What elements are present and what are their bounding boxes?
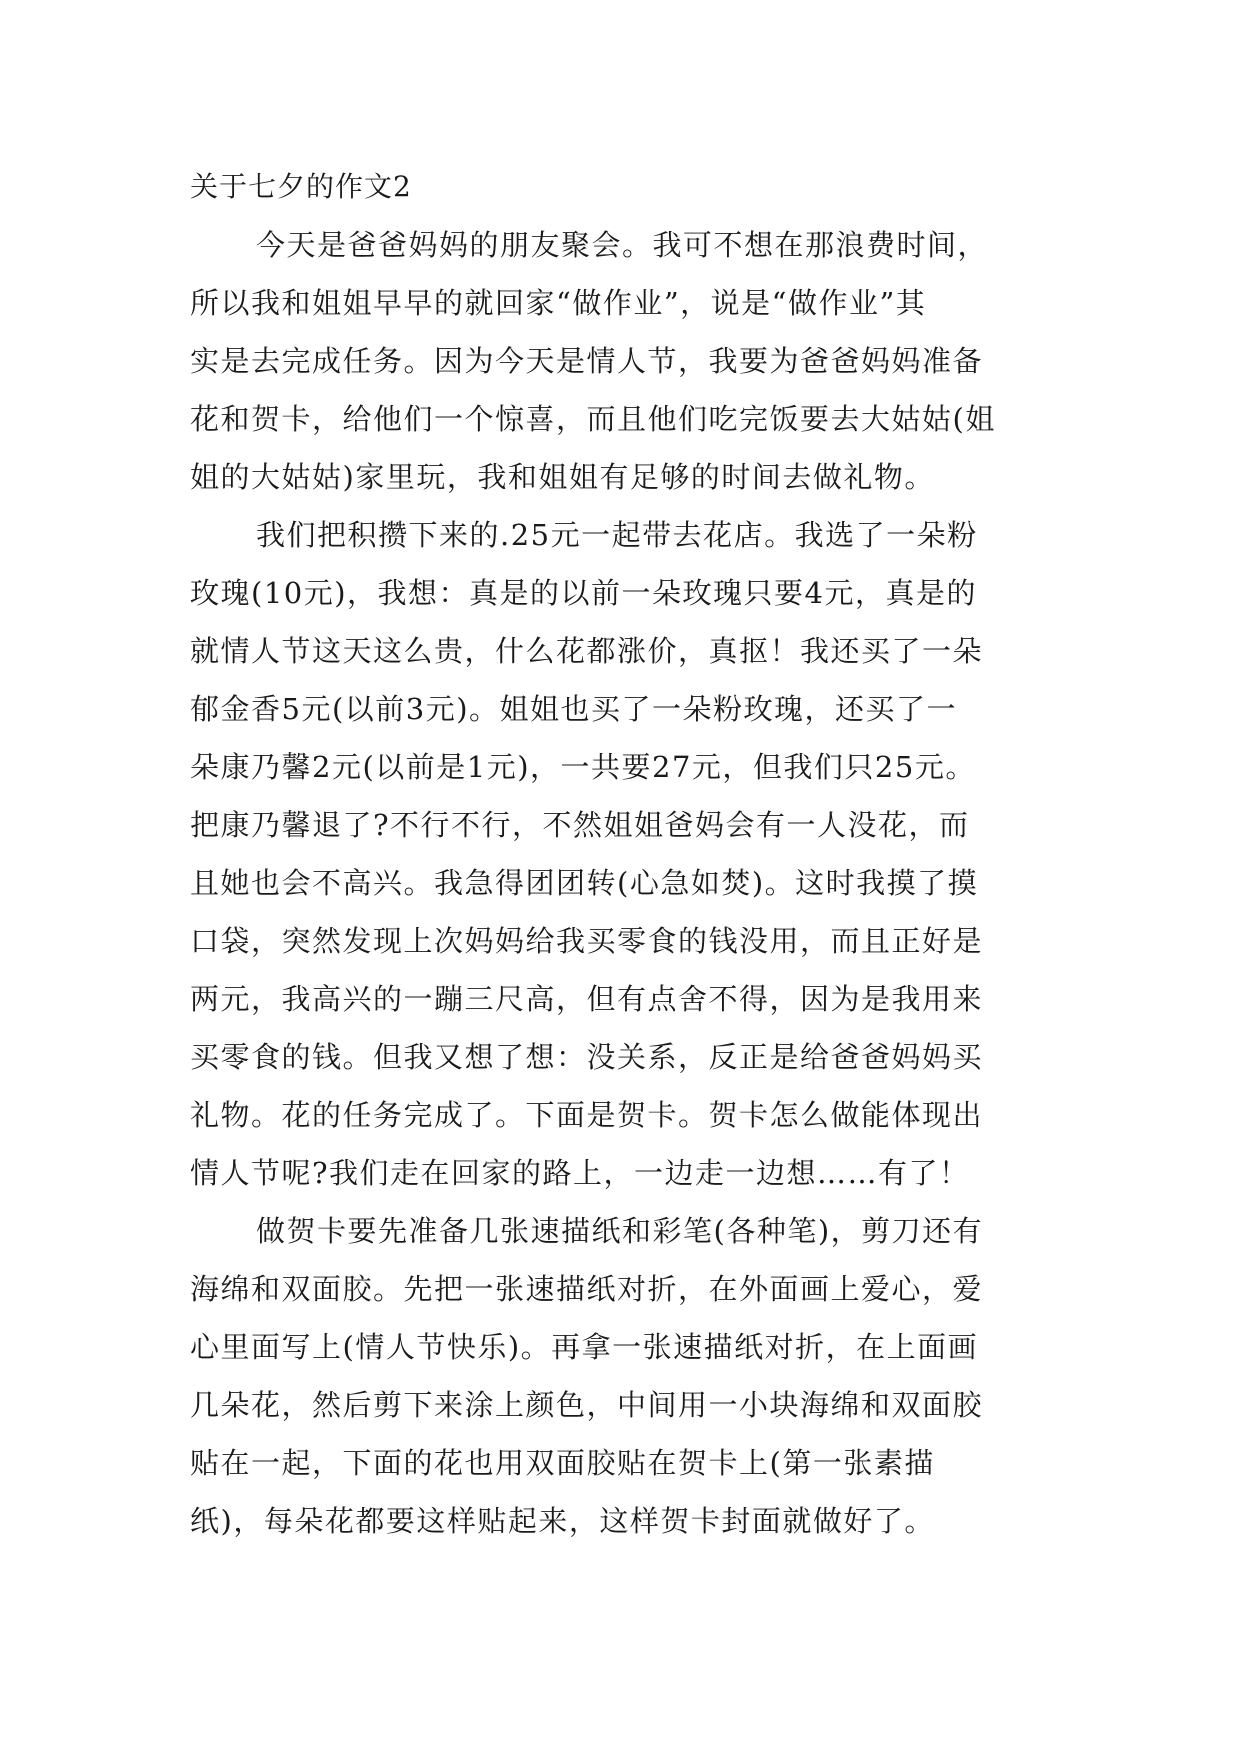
paragraph-line: 郁金香5元(以前3元)。姐姐也买了一朵粉玫瑰，还买了一	[190, 692, 958, 726]
paragraph-line: 海绵和双面胶。先把一张速描纸对折，在外面画上爱心，爱	[190, 1272, 984, 1306]
paragraph-line: 两元，我高兴的一蹦三尺高，但有点舍不得，因为是我用来	[190, 982, 984, 1016]
paragraph-line: 就情人节这天这么贵，什么花都涨价，真抠！我还买了一朵	[190, 634, 984, 668]
paragraph-2	[190, 506, 1050, 1202]
paragraph-line: 实是去完成任务。因为今天是情人节，我要为爸爸妈妈准备	[190, 344, 984, 378]
paragraph-line: 几朵花，然后剪下来涂上颜色，中间用一小块海绵和双面胶	[190, 1388, 984, 1422]
paragraph-line: 纸)，每朵花都要这样贴起来，这样贺卡封面就做好了。	[190, 1504, 935, 1538]
paragraph-line: 贴在一起，下面的花也用双面胶贴在贺卡上(第一张素描	[190, 1446, 935, 1480]
paragraph-line: 礼物。花的任务完成了。下面是贺卡。贺卡怎么做能体现出	[190, 1098, 984, 1132]
paragraph-line: 情人节呢?我们走在回家的路上，一边走一边想……有了！	[190, 1156, 970, 1190]
paragraph-line: 今天是爸爸妈妈的朋友聚会。我可不想在那浪费时间，	[256, 228, 989, 262]
paragraph-line: 姐的大姑姑)家里玩，我和姐姐有足够的时间去做礼物。	[190, 460, 935, 494]
document-body	[190, 158, 1050, 1550]
paragraph-3	[190, 1202, 1050, 1550]
paragraph-line: 玫瑰(10元)，我想：真是的以前一朵玫瑰只要4元，真是的	[190, 576, 977, 610]
paragraph-line: 所以我和姐姐早早的就回家“做作业”，说是“做作业”其	[190, 286, 927, 320]
document-title: 关于七夕的作文2	[190, 170, 412, 203]
paragraph-line: 做贺卡要先准备几张速描纸和彩笔(各种笔)，剪刀还有	[256, 1214, 984, 1248]
paragraph-line: 心里面写上(情人节快乐)。再拿一张速描纸对折，在上面画	[190, 1330, 979, 1364]
paragraph-line: 口袋，突然发现上次妈妈给我买零食的钱没用，而且正好是	[190, 924, 984, 958]
paragraph-line: 我们把积攒下来的.25元一起带去花店。我选了一朵粉	[256, 518, 978, 552]
paragraph-1	[190, 216, 1050, 506]
paragraph-line: 把康乃馨退了?不行不行，不然姐姐爸妈会有一人没花，而	[190, 808, 970, 842]
paragraph-line: 花和贺卡，给他们一个惊喜，而且他们吃完饭要去大姑姑(姐	[190, 402, 996, 436]
paragraph-line: 买零食的钱。但我又想了想：没关系，反正是给爸爸妈妈买	[190, 1040, 984, 1074]
paragraph-line: 朵康乃馨2元(以前是1元)，一共要27元，但我们只25元。	[190, 750, 976, 784]
paragraph-line: 且她也会不高兴。我急得团团转(心急如焚)。这时我摸了摸	[190, 866, 979, 900]
